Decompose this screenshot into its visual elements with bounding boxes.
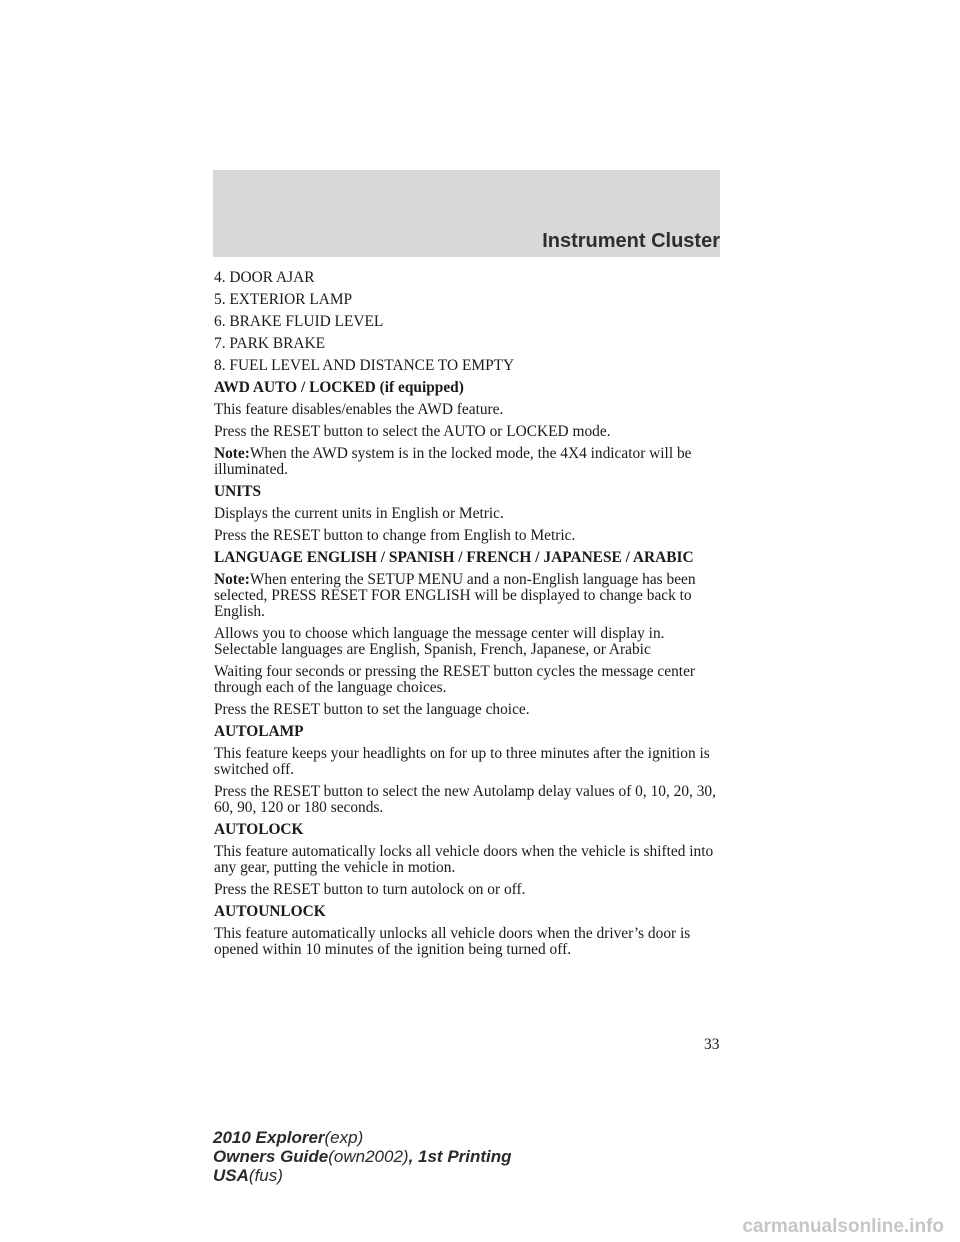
awd-paragraph-2: Press the RESET button to select the AUTO or LOCKED mode. — [214, 423, 611, 440]
language-paragraph-1: Allows you to choose which language the message center will display in. Selectable languages are English, Spanish, French, Japanese, or Arabic — [214, 625, 665, 658]
footer-printing-info — [213, 1128, 512, 1185]
footer-model: 2010 Explorer — [213, 1128, 325, 1147]
list-item: 5. EXTERIOR LAMP — [214, 291, 353, 308]
footer-line-2 — [213, 1147, 512, 1166]
section-title: Instrument Cluster — [542, 230, 720, 252]
language-paragraph-3: Press the RESET button to set the language choice. — [214, 701, 530, 718]
footer-region-code: (fus) — [248, 1166, 283, 1185]
note-text: When entering the SETUP MENU and a non-English language has been selected, PRESS RESET FOR ENGLISH will be displayed to change back to English. — [214, 571, 696, 620]
autounlock-heading: AUTOUNLOCK — [214, 903, 326, 920]
note-text: When the AWD system is in the locked mode, the 4X4 indicator will be illuminated. — [214, 445, 692, 478]
page-content — [214, 270, 724, 964]
autolamp-paragraph-1: This feature keeps your headlights on for up to three minutes after the ignition is switched off. — [214, 745, 710, 778]
list-item: 4. DOOR AJAR — [214, 269, 315, 286]
list-item: 7. PARK BRAKE — [214, 335, 326, 352]
awd-paragraph-1: This feature disables/enables the AWD feature. — [214, 401, 504, 418]
footer-printing: , 1st Printing — [408, 1147, 512, 1166]
autolamp-heading: AUTOLAMP — [214, 723, 304, 740]
language-paragraph-2: Waiting four seconds or pressing the RESET button cycles the message center through each of the language choices. — [214, 663, 696, 696]
page-number: 33 — [704, 1036, 720, 1053]
note-label: Note: — [214, 571, 250, 588]
units-heading: UNITS — [214, 483, 262, 500]
language-note — [214, 572, 724, 620]
awd-heading: AWD AUTO / LOCKED (if equipped) — [214, 379, 464, 396]
autolock-paragraph-2: Press the RESET button to turn autolock on or off. — [214, 881, 526, 898]
list-item: 8. FUEL LEVEL AND DISTANCE TO EMPTY — [214, 357, 515, 374]
note-label: Note: — [214, 445, 250, 462]
footer-model-code: (exp) — [324, 1128, 364, 1147]
footer-line-3 — [213, 1166, 512, 1185]
units-paragraph-1: Displays the current units in English or Metric. — [214, 505, 504, 522]
watermark: carmanualsonline.info — [742, 1216, 944, 1237]
footer-guide-code: (own2002) — [328, 1147, 409, 1166]
autolamp-paragraph-2: Press the RESET button to select the new Autolamp delay values of 0, 10, 20, 30, 60, 90, 120 or 180 seconds. — [214, 783, 716, 816]
awd-note — [214, 446, 724, 478]
language-heading: LANGUAGE ENGLISH / SPANISH / FRENCH / JAPANESE / ARABIC — [214, 549, 694, 566]
footer-line-1 — [213, 1128, 512, 1147]
footer-region: USA — [213, 1166, 249, 1185]
footer-guide: Owners Guide — [213, 1147, 329, 1166]
units-paragraph-2: Press the RESET button to change from English to Metric. — [214, 527, 576, 544]
autolock-paragraph-1: This feature automatically locks all vehicle doors when the vehicle is shifted into any gear, putting the vehicle in motion. — [214, 843, 714, 876]
autolock-heading: AUTOLOCK — [214, 821, 304, 838]
list-item: 6. BRAKE FLUID LEVEL — [214, 313, 384, 330]
autounlock-paragraph-1: This feature automatically unlocks all vehicle doors when the driver’s door is opened within 10 minutes of the ignition being turned off. — [214, 925, 691, 958]
